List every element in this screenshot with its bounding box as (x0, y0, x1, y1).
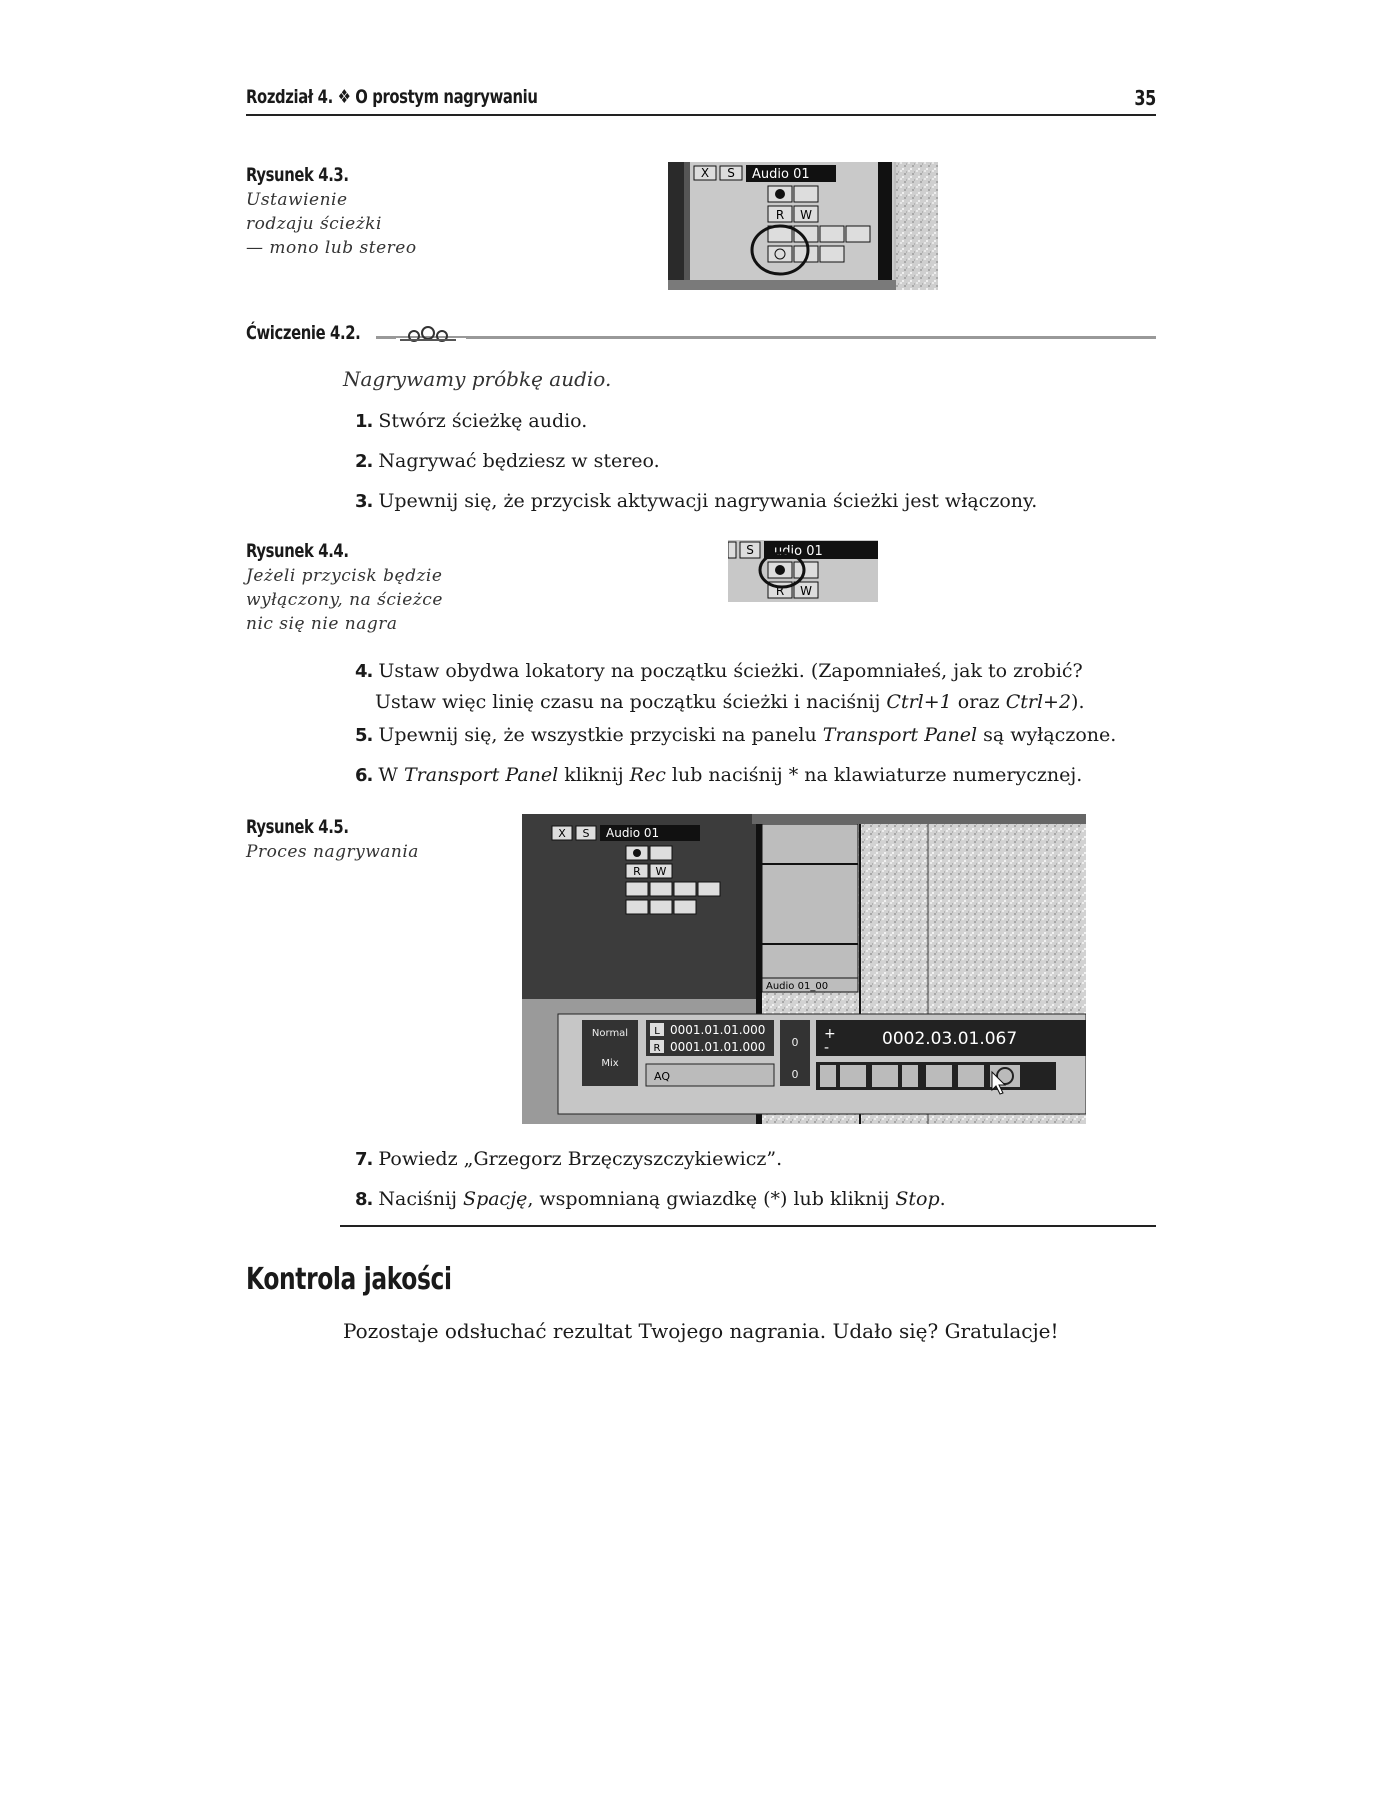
step-4: 4. Ustaw obydwa lokatory na początku ścieżki. (Zapomniałeś, jak to zrobić? Ustaw więc linię czasu na początku ścieżki i naciśnij Ctrl+1 oraz Ctrl+2). (355, 660, 1085, 713)
svg-text:-: - (824, 1040, 830, 1056)
track-name: Audio 01 (606, 826, 660, 840)
step-8: 8. Naciśnij Spację, wspomnianą gwiazdkę (*) lub kliknij Stop. (355, 1188, 946, 1210)
svg-text:R: R (775, 584, 785, 598)
figure-caption-4-4 (246, 540, 446, 636)
svg-text:S: S (746, 543, 754, 557)
section-heading: Kontrola jakości (246, 1262, 452, 1297)
svg-text:S: S (727, 166, 735, 180)
figure-description: Proces nagrywania (246, 842, 419, 862)
ornament-icon (396, 324, 466, 346)
figure-description: Ustawienie rodzaju ścieżki — mono lub stereo (246, 190, 417, 258)
figure-label: Rysunek 4.5. (246, 816, 349, 838)
exercise-label: Ćwiczenie 4.2. (246, 322, 361, 344)
exercise-rule (376, 336, 1156, 339)
svg-text:Normal: Normal (591, 1028, 629, 1039)
chapter-title: Rozdział 4. ❖ O prostym nagrywaniu (246, 86, 538, 108)
step-3: 3. Upewnij się, że przycisk aktywacji nagrywania ścieżki jest włączony. (355, 490, 1038, 512)
step-5: 5. Upewnij się, że wszystkie przyciski na panelu Transport Panel są wyłączone. (355, 724, 1117, 746)
figure-label: Rysunek 4.4. (246, 540, 349, 562)
position-display: 0002.03.01.067 (882, 1029, 1018, 1049)
step-7: 7. Powiedz „Grzegorz Brzęczyszczykiewicz”. (355, 1148, 783, 1170)
svg-text:S: S (582, 827, 590, 840)
svg-text:0: 0 (791, 1036, 799, 1049)
figure-4-4-screenshot (728, 540, 878, 602)
svg-text:R: R (775, 208, 785, 222)
section-paragraph: Pozostaje odsłuchać rezultat Twojego nagrania. Udało się? Gratulacje! (343, 1319, 1059, 1343)
step-1: 1. Stwórz ścieżkę audio. (355, 410, 588, 432)
svg-text:W: W (800, 208, 812, 222)
svg-text:AQ: AQ (654, 1070, 670, 1083)
track-name: udio 01 (774, 544, 823, 559)
svg-text:R: R (633, 865, 641, 878)
step-6: 6. W Transport Panel kliknij Rec lub naciśnij * na klawiaturze numerycznej. (355, 764, 1083, 786)
figure-4-5-screenshot (522, 814, 1086, 1124)
running-header (246, 84, 1156, 116)
svg-text:X: X (700, 166, 710, 180)
page-number: 35 (1134, 86, 1156, 110)
svg-text:L: L (654, 1026, 660, 1037)
svg-text:W: W (800, 584, 812, 598)
svg-text:Mix: Mix (601, 1058, 619, 1069)
figure-label: Rysunek 4.3. (246, 164, 349, 186)
svg-text:0: 0 (791, 1068, 799, 1081)
figure-caption-4-5 (246, 816, 446, 864)
svg-text:X: X (558, 827, 566, 840)
step-2: 2. Nagrywać będziesz w stereo. (355, 450, 660, 472)
svg-text:W: W (655, 865, 667, 878)
exercise-heading (246, 322, 1156, 350)
clip-name: Audio 01_00 (766, 981, 829, 992)
exercise-intro: Nagrywamy próbkę audio. (343, 367, 612, 391)
svg-text:+: + (824, 1026, 836, 1042)
figure-4-3-screenshot (668, 162, 938, 290)
section-end-rule (340, 1225, 1156, 1227)
locator-right: 0001.01.01.000 (670, 1040, 766, 1054)
locator-left: 0001.01.01.000 (670, 1023, 766, 1037)
figure-description: Jeżeli przycisk będzie wyłączony, na ścieżce nic się nie nagra (246, 566, 443, 634)
figure-caption-4-3 (246, 164, 446, 260)
svg-text:R: R (653, 1043, 661, 1054)
track-name: Audio 01 (752, 167, 810, 182)
